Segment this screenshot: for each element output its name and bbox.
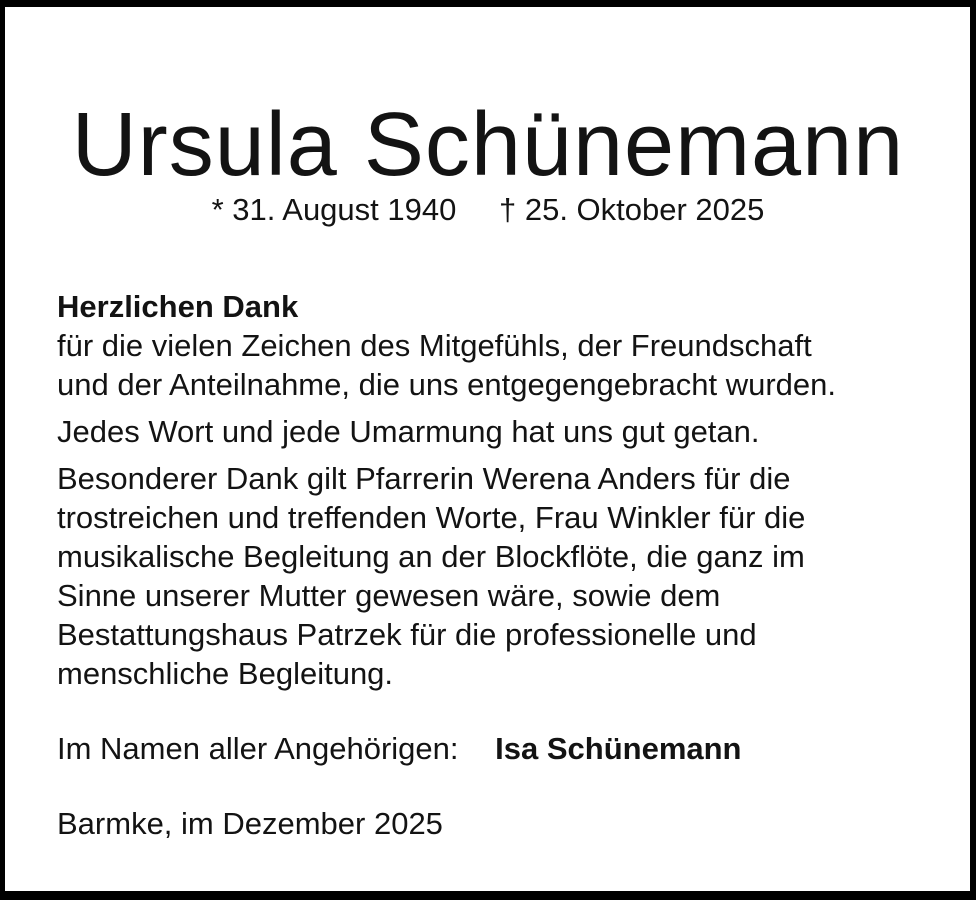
- deceased-name: Ursula Schünemann: [71, 95, 905, 195]
- life-dates: [0, 189, 976, 231]
- body-line: menschliche Begleitung.: [57, 656, 394, 691]
- body-line: Bestattungshaus Patrzek für die professionelle und: [57, 617, 757, 652]
- closing-line: [57, 729, 946, 768]
- birth-date: * 31. August 1940: [211, 192, 457, 227]
- closing-label: Im Namen aller Angehörigen:: [57, 731, 459, 766]
- body-line: Jedes Wort und jede Umarmung hat uns gut getan.: [57, 414, 760, 449]
- body-line: Sinne unserer Mutter gewesen wäre, sowie dem: [57, 578, 721, 613]
- frame-border-right: [970, 0, 976, 900]
- frame-border-left: [0, 0, 5, 900]
- body-line: für die vielen Zeichen des Mitgefühls, der Freundschaft: [57, 328, 812, 363]
- body-line: und der Anteilnahme, die uns entgegengebracht wurden.: [57, 367, 837, 402]
- paragraph-thanks: [57, 287, 946, 404]
- death-date: † 25. Oktober 2025: [498, 192, 765, 227]
- body-line: musikalische Begleitung an der Blockflöte, die ganz im: [57, 539, 805, 574]
- body-line: trostreichen und treffenden Worte, Frau Winkler für die: [57, 500, 806, 535]
- notice-body: [57, 287, 946, 843]
- body-line: Besonderer Dank gilt Pfarrerin Werena Anders für die: [57, 461, 791, 496]
- signature-name: Isa Schünemann: [495, 731, 742, 766]
- paragraph-words: [57, 412, 946, 451]
- place-date-line: Barmke, im Dezember 2025: [57, 806, 443, 841]
- thanks-heading: Herzlichen Dank: [57, 289, 299, 324]
- frame-border-bottom: [0, 891, 976, 900]
- frame-border-top: [0, 0, 976, 7]
- paragraph-special-thanks: [57, 459, 946, 693]
